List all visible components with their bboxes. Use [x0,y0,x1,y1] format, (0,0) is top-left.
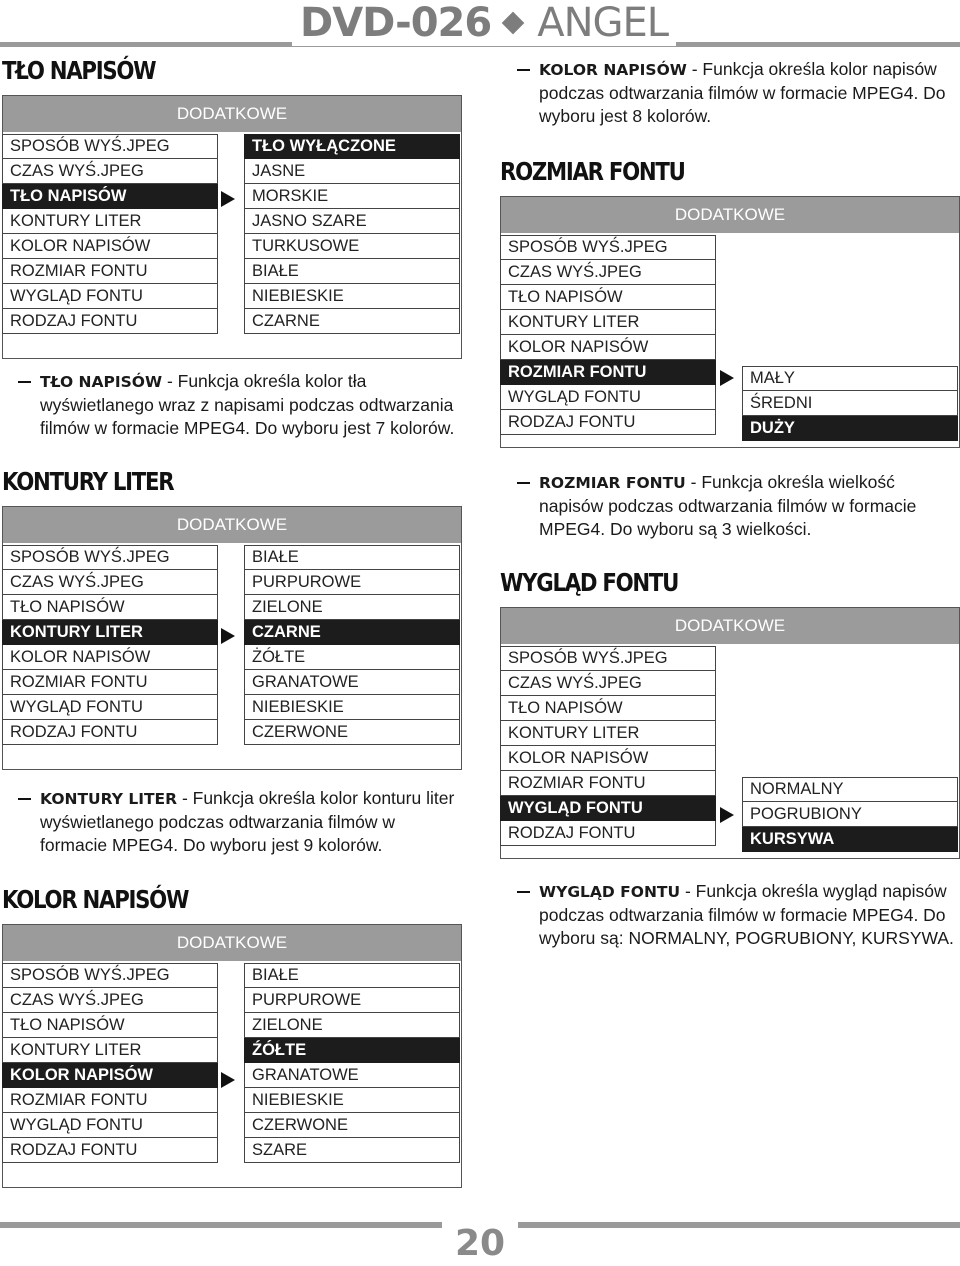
option-item[interactable]: NIEBIESKIE [244,1088,460,1113]
section-title-kolor: KOLOR NAPISÓW [2,885,189,914]
menu-item-font-type[interactable]: RODZAJ FONTU [2,309,218,334]
menu-item-subtitle-color[interactable]: KOLOR NAPISÓW [500,335,716,360]
menu-item-font-size[interactable]: ROZMIAR FONTU [2,1088,218,1113]
menu-options-column [245,963,460,1163]
menu-item-outline[interactable]: KONTURY LITER [2,620,218,645]
description-kontury [40,787,460,857]
menu-header: DODATKOWE [3,507,461,543]
menu-item-jpeg-mode[interactable]: SPOSÓB WYŚ.JPEG [2,545,218,570]
option-item[interactable]: ŻÓŁTE [244,645,460,670]
description-term: WYGLĄD FONTU [539,883,681,901]
option-item[interactable]: CZARNE [244,309,460,334]
menu-item-subtitle-color[interactable]: KOLOR NAPISÓW [2,234,218,259]
description-text: - Funkcja określa wielkość napisów podczas odtwarzania filmów w formacie MPEG4. Do wyboru są 3 wielkości. [539,472,917,539]
option-item[interactable]: KURSYWA [742,827,958,852]
dash-bullet [517,69,530,71]
option-item[interactable]: CZERWONE [244,1113,460,1138]
option-item[interactable]: BIAŁE [244,545,460,570]
menu-item-font-style[interactable]: WYGLĄD FONTU [500,796,716,821]
menu-item-font-type[interactable]: RODZAJ FONTU [500,410,716,435]
menu-options-column [743,366,958,441]
description-text: - Funkcja określa wygląd napisów podczas odtwarzania filmów w formacie MPEG4. Do wyboru są: NORMALNY, POGRUBIONY, KURSYWA. [539,881,954,948]
menu-item-subtitle-bg[interactable]: TŁO NAPISÓW [2,1013,218,1038]
menu-item-jpeg-time[interactable]: CZAS WYŚ.JPEG [500,260,716,285]
page-number: 20 [454,1222,506,1264]
menu-item-outline[interactable]: KONTURY LITER [2,1038,218,1063]
option-item[interactable]: JASNO SZARE [244,209,460,234]
menu-item-subtitle-bg[interactable]: TŁO NAPISÓW [2,595,218,620]
option-item[interactable]: JASNE [244,159,460,184]
menu-item-font-style[interactable]: WYGLĄD FONTU [2,284,218,309]
menu-item-font-style[interactable]: WYGLĄD FONTU [2,695,218,720]
menu-item-jpeg-time[interactable]: CZAS WYŚ.JPEG [2,570,218,595]
menu-item-jpeg-time[interactable]: CZAS WYŚ.JPEG [500,671,716,696]
menu-item-jpeg-time[interactable]: CZAS WYŚ.JPEG [2,159,218,184]
option-item[interactable]: ŚREDNI [742,391,958,416]
menu-item-font-type[interactable]: RODZAJ FONTU [2,720,218,745]
model-name: DVD-026 [300,0,492,46]
menu-options-column [245,134,460,334]
menu-item-jpeg-mode[interactable]: SPOSÓB WYŚ.JPEG [2,963,218,988]
option-item[interactable]: ZIELONE [244,595,460,620]
arrow-right-icon [221,191,235,207]
menu-item-subtitle-color[interactable]: KOLOR NAPISÓW [500,746,716,771]
section-title-wyglad: WYGLĄD FONTU [500,568,679,597]
menu-item-subtitle-bg[interactable]: TŁO NAPISÓW [2,184,218,209]
description-term: ROZMIAR FONTU [539,474,686,492]
option-item[interactable]: GRANATOWE [244,670,460,695]
menu-item-jpeg-time[interactable]: CZAS WYŚ.JPEG [2,988,218,1013]
option-item[interactable]: TŁO WYŁĄCZONE [244,134,460,159]
option-item[interactable]: MAŁY [742,366,958,391]
menu-left-column [501,646,716,846]
menu-item-subtitle-bg[interactable]: TŁO NAPISÓW [500,696,716,721]
option-item[interactable]: ZIELONE [244,1013,460,1038]
description-rozmiar [539,471,959,541]
description-wyglad [539,880,959,950]
menu-item-outline[interactable]: KONTURY LITER [2,209,218,234]
page-number-box [442,1220,518,1266]
section-title-kontury: KONTURY LITER [2,467,174,496]
menu-item-font-type[interactable]: RODZAJ FONTU [500,821,716,846]
arrow-right-icon [720,807,734,823]
option-item[interactable]: PURPUROWE [244,988,460,1013]
menu-options-column [743,777,958,852]
option-item[interactable]: GRANATOWE [244,1063,460,1088]
option-item[interactable]: TURKUSOWE [244,234,460,259]
option-item[interactable]: MORSKIE [244,184,460,209]
menu-item-font-size[interactable]: ROZMIAR FONTU [2,259,218,284]
dash-bullet [18,798,31,800]
brand-header [292,0,676,46]
option-item[interactable]: PURPUROWE [244,570,460,595]
dash-bullet [517,891,530,893]
section-title-rozmiar: ROZMIAR FONTU [500,157,685,186]
menu-left-column [3,134,218,334]
menu-header: DODATKOWE [501,197,959,233]
menu-item-font-size[interactable]: ROZMIAR FONTU [500,771,716,796]
option-item[interactable]: CZARNE [244,620,460,645]
menu-item-font-style[interactable]: WYGLĄD FONTU [500,385,716,410]
dash-bullet [18,381,31,383]
product-name: ANGEL [537,0,669,46]
diamond-icon [502,12,525,35]
option-item[interactable]: CZERWONE [244,720,460,745]
section-title-tlo: TŁO NAPISÓW [2,56,156,85]
description-term: TŁO NAPISÓW [40,373,163,391]
option-item[interactable]: BIAŁE [244,963,460,988]
menu-header: DODATKOWE [3,925,461,961]
menu-options-column [245,545,460,745]
option-item[interactable]: NIEBIESKIE [244,284,460,309]
menu-item-outline[interactable]: KONTURY LITER [500,310,716,335]
description-term: KONTURY LITER [40,790,178,808]
option-item[interactable]: NORMALNY [742,777,958,802]
arrow-right-icon [221,628,235,644]
option-item[interactable]: NIEBIESKIE [244,695,460,720]
menu-left-column [3,963,218,1163]
menu-item-jpeg-mode[interactable]: SPOSÓB WYŚ.JPEG [2,134,218,159]
menu-item-subtitle-color[interactable]: KOLOR NAPISÓW [2,645,218,670]
menu-item-font-size[interactable]: ROZMIAR FONTU [500,360,716,385]
arrow-right-icon [720,370,734,386]
option-item[interactable]: ŹÓŁTE [244,1038,460,1063]
description-text: - Funkcja określa kolor tła wyświetlanego wraz z napisami podczas odtwarzania filmów w formacie MPEG4. Do wyboru jest 7 kolorów. [40,371,455,438]
menu-header: DODATKOWE [3,96,461,132]
dash-bullet [517,482,530,484]
option-item[interactable]: DUŻY [742,416,958,441]
menu-item-outline[interactable]: KONTURY LITER [500,721,716,746]
menu-item-subtitle-bg[interactable]: TŁO NAPISÓW [500,285,716,310]
description-kolor [539,58,959,128]
menu-item-jpeg-mode[interactable]: SPOSÓB WYŚ.JPEG [500,235,716,260]
arrow-right-icon [221,1072,235,1088]
option-item[interactable]: POGRUBIONY [742,802,958,827]
menu-item-font-size[interactable]: ROZMIAR FONTU [2,670,218,695]
menu-header: DODATKOWE [501,608,959,644]
option-item[interactable]: SZARE [244,1138,460,1163]
description-term: KOLOR NAPISÓW [539,61,687,79]
option-item[interactable]: BIAŁE [244,259,460,284]
menu-item-font-type[interactable]: RODZAJ FONTU [2,1138,218,1163]
menu-item-jpeg-mode[interactable]: SPOSÓB WYŚ.JPEG [500,646,716,671]
menu-left-column [3,545,218,745]
menu-item-font-style[interactable]: WYGLĄD FONTU [2,1113,218,1138]
description-text: - Funkcja określa kolor konturu liter wyświetlanego podczas odtwarzania filmów w formacie MPEG4. Do wyboru jest 9 kolorów. [40,788,455,855]
description-text: - Funkcja określa kolor napisów podczas odtwarzania filmów w formacie MPEG4. Do wyboru jest 8 kolorów. [539,59,946,126]
description-tlo [40,370,460,440]
menu-left-column [501,235,716,435]
menu-item-subtitle-color[interactable]: KOLOR NAPISÓW [2,1063,218,1088]
